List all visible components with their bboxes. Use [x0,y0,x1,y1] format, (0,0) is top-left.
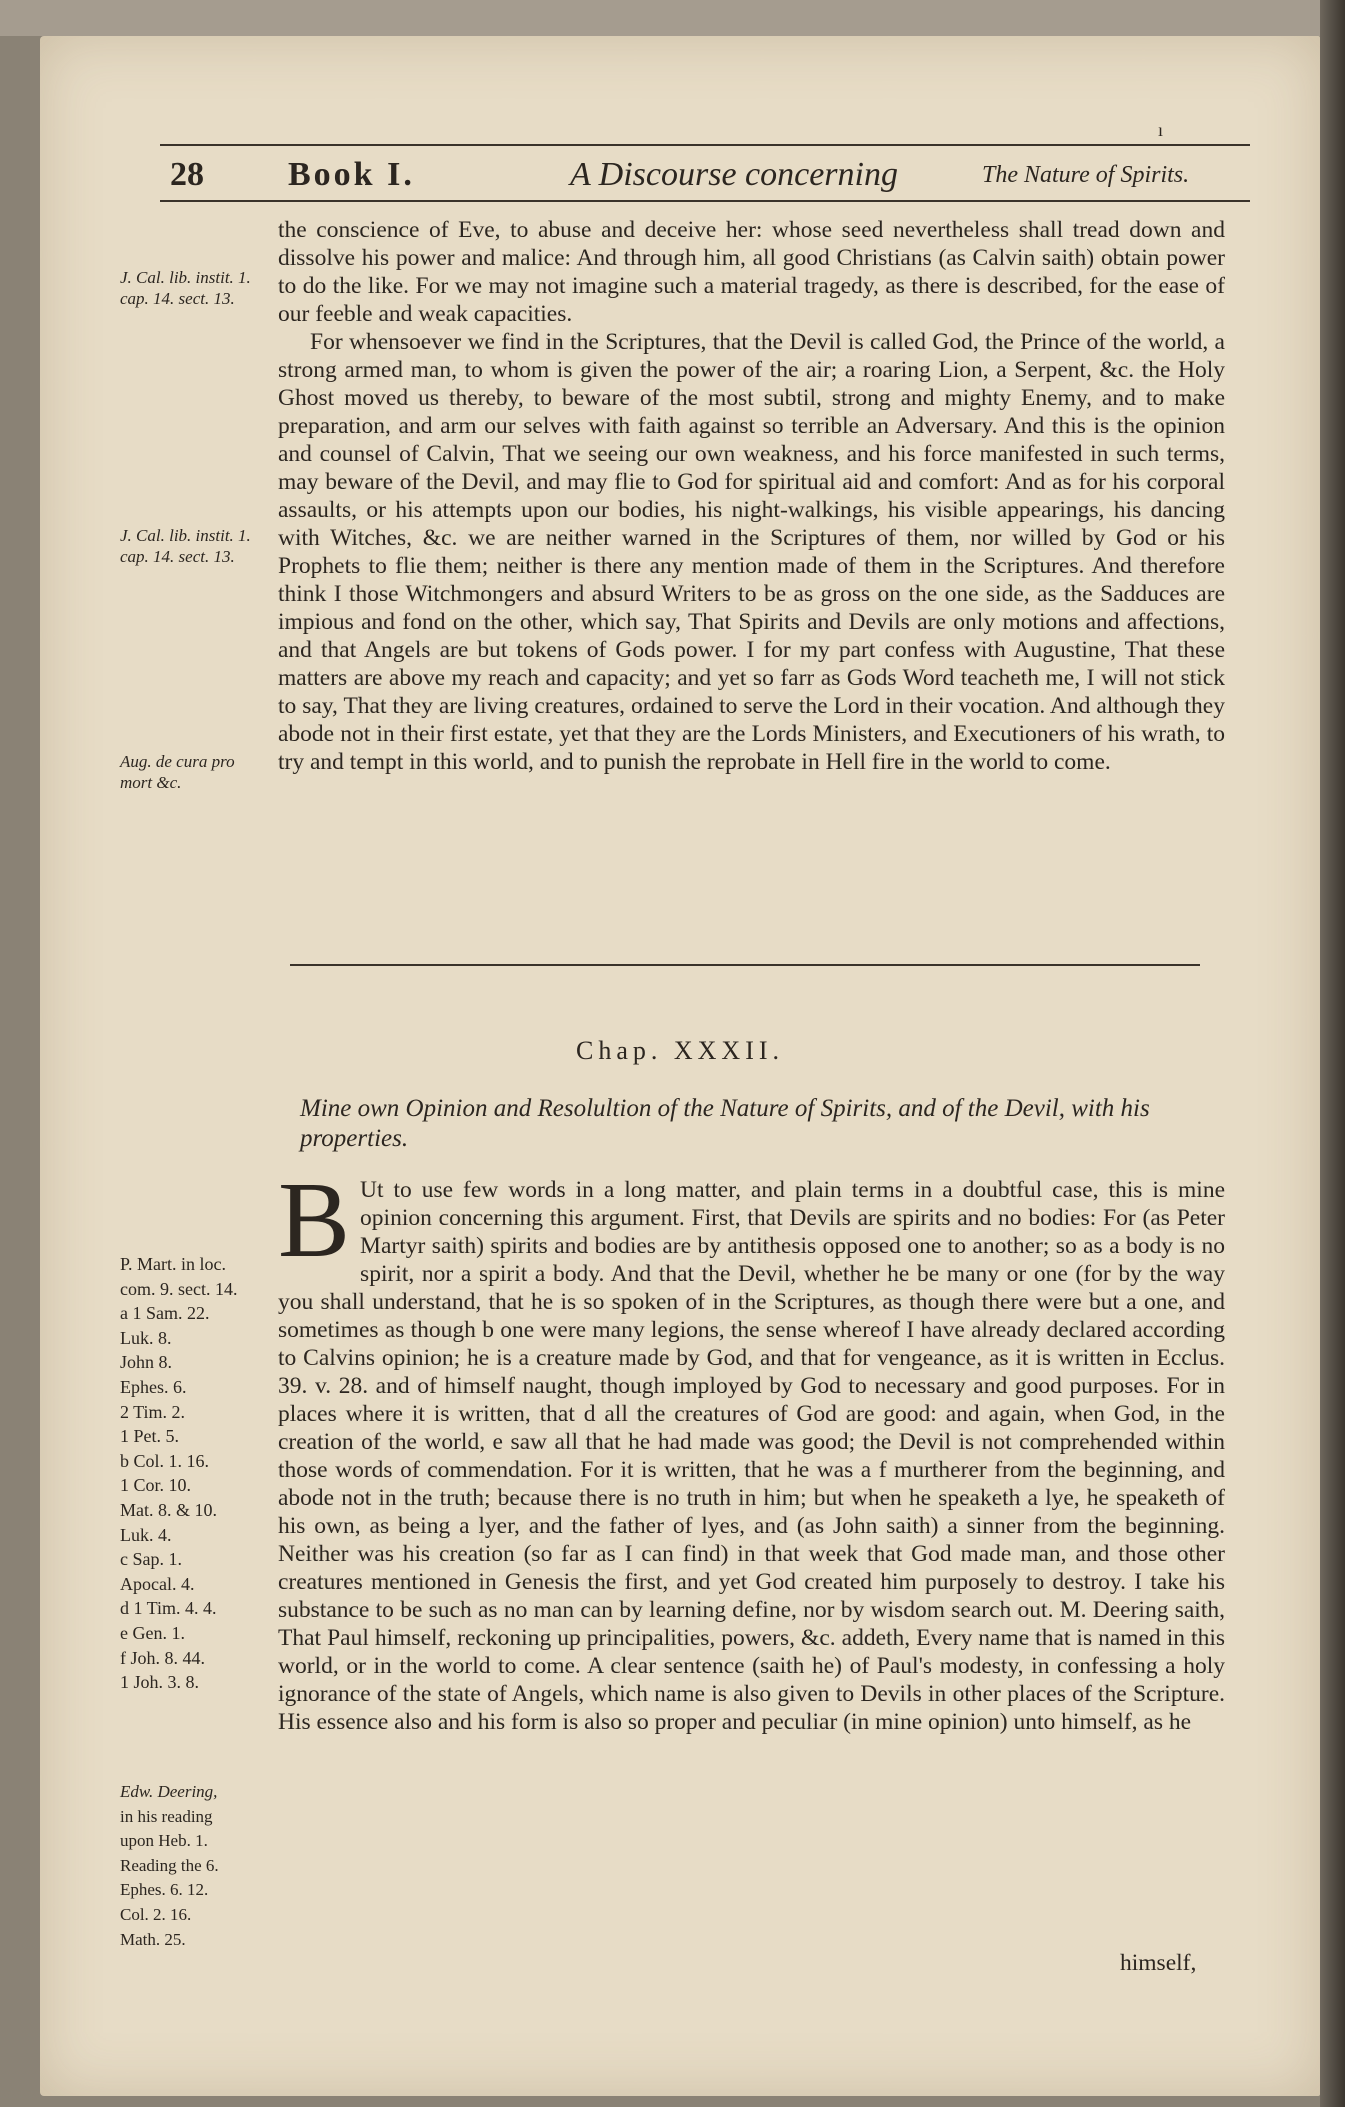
margin-ref: 1 Joh. 3. 8. [120,1672,200,1693]
chapter-text: Ut to use few words in a long matter, and plain terms in a doubtful case, this is mine opinion concerning this argument. First, that Devils are spirits and no bodies: For (as Peter Martyr saith) spirits and bodies are by antithesis opposed one to another; so as a body is no spirit, nor a spirit a body. And that the Devil, whether he be many or one (for by the way you shall understand, that he is so spoken of in the Scriptures, as though there were but a one, and sometimes as though b one were many legions, the sense whereof I have already declared according to Calvins opinion; he is a creature made by God, and that for vengeance, as it is written in Ecclus. 39. v. 28. and of himself naught, though imployed by God to necessary and good purposes. For in places where it is written, that d all the creatures of God are good: and again, when God, in the creation of the world, e saw all that he had made was good; the Devil is not comprehended within those words of commendation. For it is written, that he was a f murtherer from the beginning, and abode not in the truth; because there is no truth in him; but when he speaketh a lye, he speaketh of his own, as being a lyer, and the father of lyes, and (as John saith) a sinner from the beginning. Neither was his creation (so far as I can find) in that week that God made man, and those other creatures mentioned in Genesis the first, and yet God created him purposely to destroy. I take his substance to be such as no man can by learning define, nor by wisdom search out. M. Deering saith, That Paul himself, reckoning up principalities, powers, &c. addeth, Every name that is named in this world, or in the world to come. A clear sentence (saith he) of Paul's modesty, in confessing a holy ignorance of the state of Angels, which name is also given to Devils in other places of the Scripture. His essence also and his form is also so proper and peculiar (in mine opinion) unto himself, as he [278,1177,1225,1735]
margin-ref: c Sap. 1. [120,1549,182,1570]
margin-ref: Apocal. 4. [120,1573,195,1594]
catchword: himself, [1120,1950,1197,1976]
margin-note: J. Cal. lib. instit. 1. cap. 14. sect. 13. [120,268,251,308]
text-block [278,216,1225,776]
margin-ref: com. 9. sect. 14. [120,1278,238,1299]
margin-references [120,1252,270,1695]
margin-ref: 1 Cor. 10. [120,1475,192,1496]
margin-ref: Luk. 8. [120,1327,172,1348]
running-subtitle: The Nature of Spirits. [982,162,1190,188]
chapter-title: Mine own Opinion and Resolultion of the Nature of Spirits, and of the Devil, with his properties. [300,1095,1150,1152]
margin-references-bottom [120,1780,270,1952]
background-top [0,0,1345,36]
margin-ref: Reading the 6. [120,1855,219,1875]
margin-ref: Luk. 4. [120,1524,172,1545]
header-rule-top [160,144,1250,146]
margin-ref: Edw. Deering, [120,1782,218,1801]
margin-ref: d 1 Tim. 4. 4. [120,1598,217,1619]
header-rule-bottom [160,200,1250,202]
margin-ref: Math. 25. [120,1929,186,1949]
margin-ref: upon Heb. 1. [120,1831,208,1851]
running-title: A Discourse concerning [570,156,898,193]
book-page [40,36,1320,2096]
running-head [40,156,1320,206]
margin-ref: in his reading [120,1806,213,1826]
margin-note: J. Cal. lib. instit. 1. cap. 14. sect. 13. [120,526,251,566]
section-divider [290,964,1200,966]
margin-ref: e Gen. 1. [120,1622,185,1643]
margin-ref: P. Mart. in loc. [120,1254,226,1274]
book-edge [1320,0,1345,2107]
chapter-heading: Chap. XXXII. [575,1036,785,1065]
printer-mark: ı [1158,120,1164,140]
margin-ref: Ephes. 6. [120,1376,187,1397]
margin-ref: Col. 2. 16. [120,1904,192,1924]
page-number: 28 [170,156,204,193]
margin-ref: Mat. 8. & 10. [120,1499,217,1520]
book-label: Book I. [288,156,415,193]
margin-ref: Ephes. 6. 12. [120,1880,209,1900]
paragraph: the conscience of Eve, to abuse and deceive her: whose seed nevertheless shall tread down and dissolve his power and malice: And through him, all good Christians (as Calvin saith) obtain power to do the like. For we may not imagine such a material tragedy, as there is described, for the ease of our feeble and weak capacities. [278,217,1225,327]
margin-ref: f Joh. 8. 44. [120,1647,205,1668]
margin-ref: 2 Tim. 2. [120,1401,186,1422]
drop-cap: B [278,1161,351,1280]
chapter-body [278,1161,1225,1736]
margin-ref: a 1 Sam. 22. [120,1303,210,1324]
margin-ref: 1 Pet. 5. [120,1426,180,1447]
margin-ref: b Col. 1. 16. [120,1450,210,1471]
margin-ref: John 8. [120,1352,173,1373]
margin-note: Aug. de cura pro mort &c. [120,752,235,792]
paragraph: For whensoever we find in the Scriptures, that the Devil is called God, the Prince of the world, a strong armed man, to whom is given the power of the air; a roaring Lion, a Serpent, &c. the Holy Ghost moved us thereby, to beware of the most subtil, strong and mighty Enemy, and to make preparation, and arm our selves with faith against so terrible an Adversary. And this is the opinion and counsel of Calvin, That we seeing our own weakness, and his force manifested in such terms, may beware of the Devil, and may flie to God for spiritual aid and comfort: And as for his corporal assaults, or his attempts upon our bodies, his night-walkings, his visible appearings, his dancing with Witches, &c. we are neither warned in the Scriptures of them, nor willed by God or his Prophets to flie them; neither is there any mention made of them in the Scriptures. And therefore think I those Witchmongers and absurd Writers to be as gross on the one side, as the Sadduces are impious and fond on the other, which say, That Spirits and Devils are only motions and affections, and that Angels are but tokens of Gods power. I for my part confess with Augustine, That these matters are above my reach and capacity; and yet so farr as Gods Word teacheth me, I will not stick to say, That they are living creatures, ordained to serve the Lord in their vocation. And although they abode not in their first estate, yet that they are the Lords Ministers, and Executioners of his wrath, to try and tempt in this world, and to punish the reprobate in Hell fire in the world to come. [278,329,1225,775]
